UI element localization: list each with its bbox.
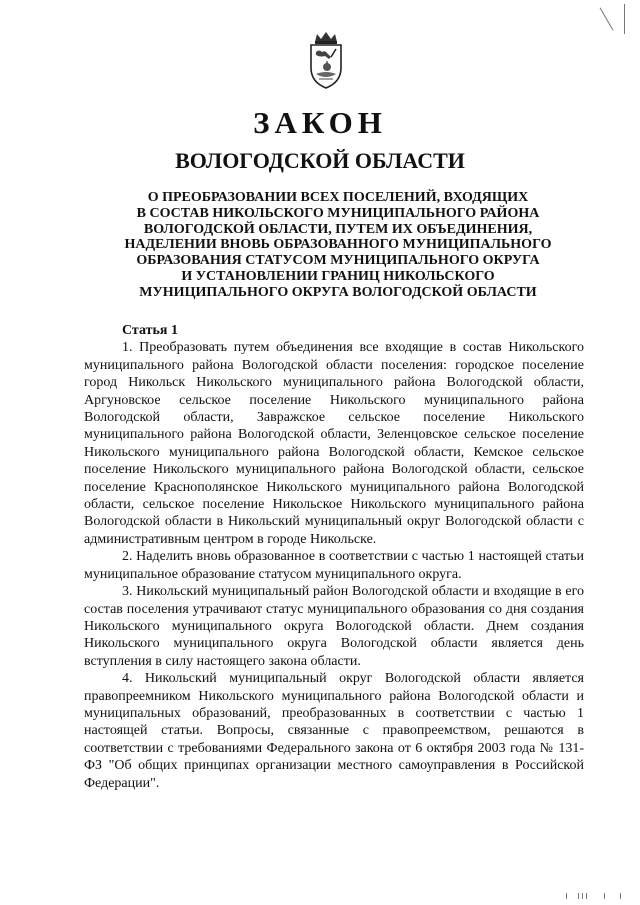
document-title: ЗАКОН [253,105,387,140]
article-paragraph: 1. Преобразовать путем объединения все входящие в состав Никольского муниципального района Вологодской области поселения: городское поселение город Никольск Никольского муниципального района Вологодской области, Аргуновское сельское поселение Никольского муниципального района Вологодской области, Завражское сельское поселение Никольского муниципального района Вологодской области, Зеленцовское сельское поселение Никольского муниципального района Вологодской области, Кемское сельское поселение Никольского муниципального района Вологодской области, сельское поселение Краснополянское Никольского муниципального района Вологодской области, сельское поселение Никольское Никольского муниципального района Вологодской области в Никольский муниципальный округ Вологодской области с административным центром в городе Никольске. [84,340,584,547]
law-subject [90,190,586,301]
document-region: ВОЛОГОДСКОЙ ОБЛАСТИ [175,148,465,173]
subject-line: ОБРАЗОВАНИЯ СТАТУСОМ МУНИЦИПАЛЬНОГО ОКРУГА [136,253,540,269]
article-paragraph: 3. Никольский муниципальный район Вологодской области и входящие в его состав поселения утрачивают статус муниципального образования со дня создания Никольского муниципального округа Вологодской области. Днем создания Никольского муниципального округа Вологодской области является день вступления в силу настоящего закона области. [84,584,584,669]
subject-line: И УСТАНОВЛЕНИИ ГРАНИЦ НИКОЛЬСКОГО [181,268,495,284]
subject-line: В СОСТАВ НИКОЛЬСКОГО МУНИЦИПАЛЬНОГО РАЙОНА [136,205,540,221]
scan-mark [600,7,614,30]
subject-line: ВОЛОГОДСКОЙ ОБЛАСТИ, ПУТЕМ ИХ ОБЪЕДИНЕНИЯ, [143,221,533,237]
scan-mark [566,893,567,899]
article-paragraph: 4. Никольский муниципальный округ Вологодской области является правопреемником Никольского муниципального района Вологодской области и муниципальных образований, преобразованных в соответствии с частью 1 настоящей статьи. Вопросы, связанные с правопреемством, решаются в соответствии с требованиями Федерального закона от 6 октября 2003 года № 131-ФЗ "Об общих принципах организации местного самоуправления в Российской Федерации". [84,671,584,791]
subject-line: НАДЕЛЕНИИ ВНОВЬ ОБРАЗОВАННОГО МУНИЦИПАЛЬНОГО [124,237,552,253]
subject-line: МУНИЦИПАЛЬНОГО ОКРУГА ВОЛОГОДСКОЙ ОБЛАСТИ [139,284,537,300]
subject-line: О ПРЕОБРАЗОВАНИИ ВСЕХ ПОСЕЛЕНИЙ, ВХОДЯЩИХ [147,190,529,205]
article-paragraph: 2. Наделить вновь образованное в соответствии с частью 1 настоящей статьи муниципальное образование статусом муниципального округа. [84,549,584,582]
article-body [84,322,584,792]
scan-mark [582,893,583,899]
article-heading: Статья 1 [122,323,178,338]
scan-mark [586,893,587,899]
scan-mark [604,893,605,899]
scan-mark [620,893,621,899]
vologda-coat-of-arms-icon [303,30,349,90]
scan-mark [578,893,579,899]
scan-mark [624,4,625,34]
